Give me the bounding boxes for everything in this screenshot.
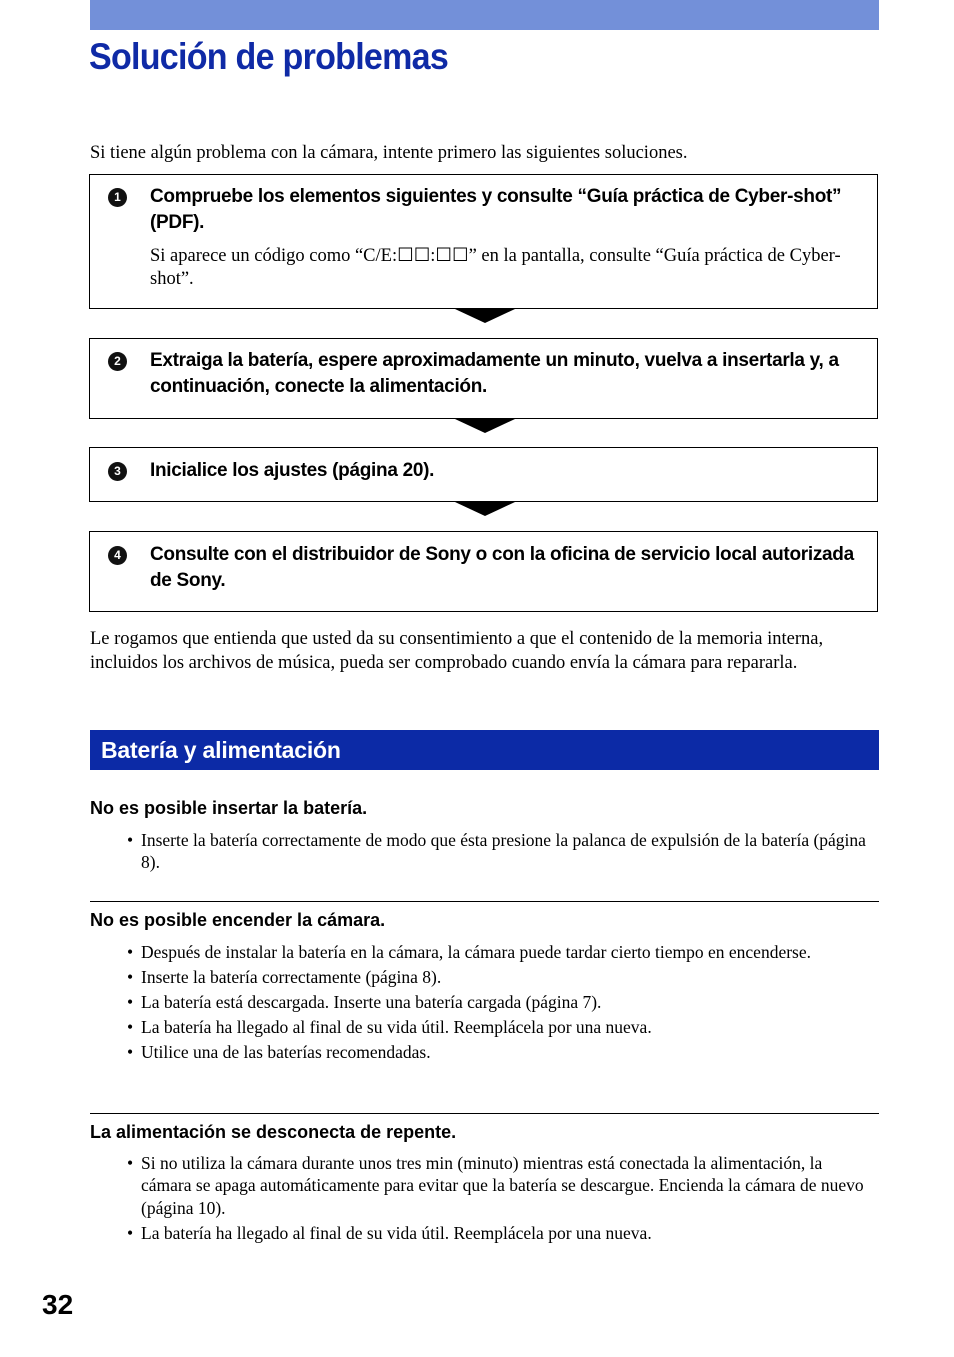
section-title: Batería y alimentación [101,737,341,763]
step-4-box [89,531,878,612]
step-4-title: Consulte con el distribuidor de Sony o con la oficina de servicio local autorizada de Sony. [150,544,854,591]
problem-heading: No es posible encender la cámara. [90,910,386,930]
consent-paragraph: Le rogamos que entienda que usted da su consentimiento a que el contenido de la memoria interna, incluidos los archivos de música, pueda ser comprobado cuando envía la cámara para repararla. [90,629,824,673]
step-1-number: 1 [108,188,127,207]
list-item: • Inserte la batería correctamente (página 8). [127,966,867,988]
list-item: • Si no utiliza la cámara durante unos tres min (minuto) mientras está conectada la alimentación, la cámara se apaga automáticamente para evitar que la batería se descargue. Encienda la cámara de nuevo (página 10). [127,1152,867,1219]
problem-heading: No es posible insertar la batería. [90,798,368,818]
step-3-number: 3 [108,462,127,481]
step-1-note: Si aparece un código como “C/E:☐☐:☐☐” en la pantalla, consulte “Guía práctica de Cyber-shot”. [150,246,841,289]
list-item: • La batería ha llegado al final de su vida útil. Reemplácela por una nueva. [127,1222,867,1244]
header-color-bar [90,0,879,30]
problem-solutions-list [127,1152,867,1247]
list-item: • Después de instalar la batería en la cámara, la cámara puede tardar cierto tiempo en encenderse. [127,941,867,963]
step-4-number: 4 [108,546,127,565]
step-2-box [89,338,878,419]
list-item: • Utilice una de las baterías recomendadas. [127,1041,867,1063]
step-3-box [89,447,878,502]
step-1-box [89,174,878,309]
page-title: Solución de problemas [89,36,449,77]
flow-arrow-1 [455,309,515,323]
step-3-title: Inicialice los ajustes (página 20). [150,460,435,481]
step-1-title: Compruebe los elementos siguientes y consulte “Guía práctica de Cyber-shot” (PDF). [150,186,842,233]
section-header-bar [90,730,879,770]
list-item: • La batería está descargada. Inserte una batería cargada (página 7). [127,991,867,1013]
step-2-title: Extraiga la batería, espere aproximadamente un minuto, vuelva a insertarla y, a continuación, conecte la alimentación. [150,350,839,397]
problem-solutions-list [127,941,867,1066]
divider [90,1113,879,1114]
list-item: • La batería ha llegado al final de su vida útil. Reemplácela por una nueva. [127,1016,867,1038]
problem-solutions-list [127,829,867,876]
step-2-number: 2 [108,352,127,371]
flow-arrow-3 [455,502,515,516]
intro-text: Si tiene algún problema con la cámara, intente primero las siguientes soluciones. [90,143,688,163]
problem-heading: La alimentación se desconecta de repente. [90,1122,457,1142]
list-item: • Inserte la batería correctamente de modo que ésta presione la palanca de expulsión de la batería (página 8). [127,829,867,874]
divider [90,901,879,902]
flow-arrow-2 [455,419,515,433]
page-number: 32 [42,1289,74,1320]
